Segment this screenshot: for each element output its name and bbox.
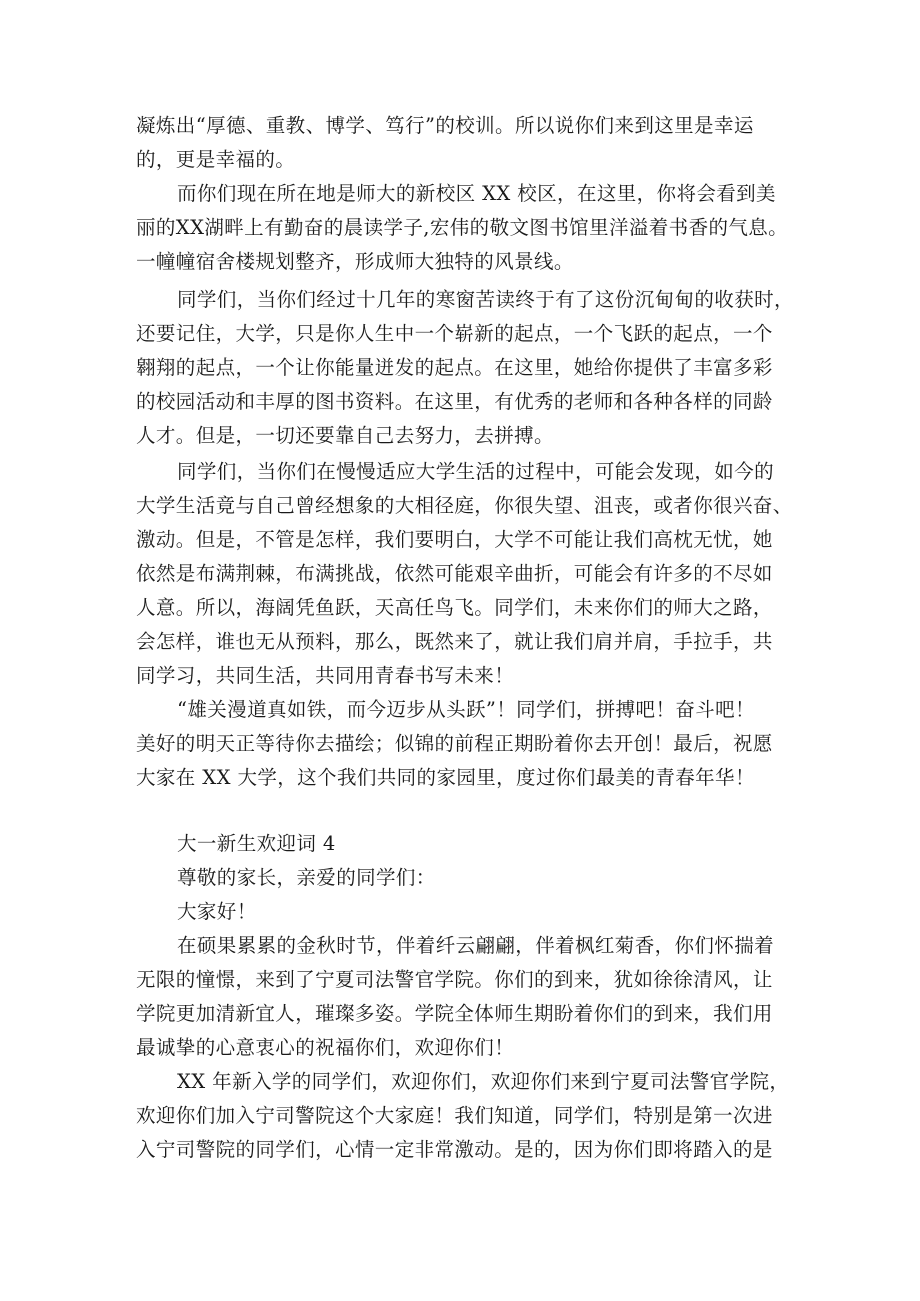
text-line: 同学们，当你们在慢慢适应大学生活的过程中，可能会发现，如今的 — [177, 460, 775, 483]
text-line: 凝炼出“厚德、重教、博学、笃行”的校训。所以说你们来到这里是幸运 — [136, 114, 754, 137]
text-line: 人意。所以，海阔凭鱼跃，天高任鸟飞。同学们，未来你们的师大之路， — [136, 596, 773, 619]
text-line: 的，更是幸福的。 — [136, 148, 296, 171]
text-line: 依然是布满荆棘，布满挑战，依然可能艰辛曲折，可能会有许多的不尽如 — [136, 562, 773, 585]
text-line: 美好的明天正等待你去描绘；似锦的前程正期盼着你去开创！最后，祝愿 — [136, 732, 773, 755]
text-line: 同学习，共同生活，共同用青春书写未来！ — [136, 664, 515, 687]
text-line: 的校园活动和丰厚的图书资料。在这里，有优秀的老师和各种各样的同龄 — [136, 390, 773, 413]
text-line: 在硕果累累的金秋时节，伴着纤云翩翩，伴着枫红菊香，你们怀揣着 — [177, 934, 775, 957]
text-line: 同学们，当你们经过十几年的寒窗苦读终于有了这份沉甸甸的收获时， — [177, 288, 794, 311]
text-line: 还要记住，大学，只是你人生中一个崭新的起点，一个飞跃的起点，一个 — [136, 322, 773, 345]
text-line: 大学生活竟与自己曾经想象的大相径庭，你很失望、沮丧，或者你很兴奋、 — [136, 494, 793, 517]
greeting: 大家好！ — [177, 900, 257, 923]
text-line: 激动。但是，不管是怎样，我们要明白，大学不可能让我们高枕无忧，她 — [136, 528, 773, 551]
text-line: 会怎样，谁也无从预料，那么，既然来了，就让我们肩并肩，手拉手，共 — [136, 630, 773, 653]
text-line: 翱翔的起点，一个让你能量迸发的起点。在这里，她给你提供了丰富多彩 — [136, 356, 773, 379]
text-line: 无限的憧憬，来到了宁夏司法警官学院。你们的到来，犹如徐徐清风，让 — [136, 968, 773, 991]
text-line: 学院更加清新宜人，璀璨多姿。学院全体师生期盼着你们的到来，我们用 — [136, 1002, 773, 1025]
text-line: 丽的XX湖畔上有勤奋的晨读学子,宏伟的敬文图书馆里洋溢着书香的气息。 — [136, 216, 789, 239]
text-line: 最诚挚的心意衷心的祝福你们，欢迎你们！ — [136, 1036, 515, 1059]
text-line: 入宁司警院的同学们，心情一定非常激动。是的，因为你们即将踏入的是 — [136, 1138, 773, 1161]
text-line: 一幢幢宿舍楼规划整齐，形成师大独特的风景线。 — [136, 250, 574, 273]
text-line: XX 年新入学的同学们，欢迎你们，欢迎你们来到宁夏司法警官学院， — [177, 1070, 790, 1093]
text-line: 欢迎你们加入宁司警院这个大家庭！我们知道，同学们，特别是第一次进 — [136, 1104, 773, 1127]
text-line: 人才。但是，一切还要靠自己去努力，去拼搏。 — [136, 424, 554, 447]
text-line: 而你们现在所在地是师大的新校区 XX 校区，在这里，你将会看到美 — [177, 182, 776, 205]
text-line: “雄关漫道真如铁，而今迈步从头跃”！同学们，拼搏吧！奋斗吧！ — [177, 698, 755, 721]
section-heading: 大一新生欢迎词 4 — [177, 832, 336, 855]
salutation: 尊敬的家长，亲爱的同学们： — [177, 866, 436, 889]
text-line: 大家在 XX 大学，这个我们共同的家园里，度过你们最美的青春年华！ — [136, 766, 755, 789]
